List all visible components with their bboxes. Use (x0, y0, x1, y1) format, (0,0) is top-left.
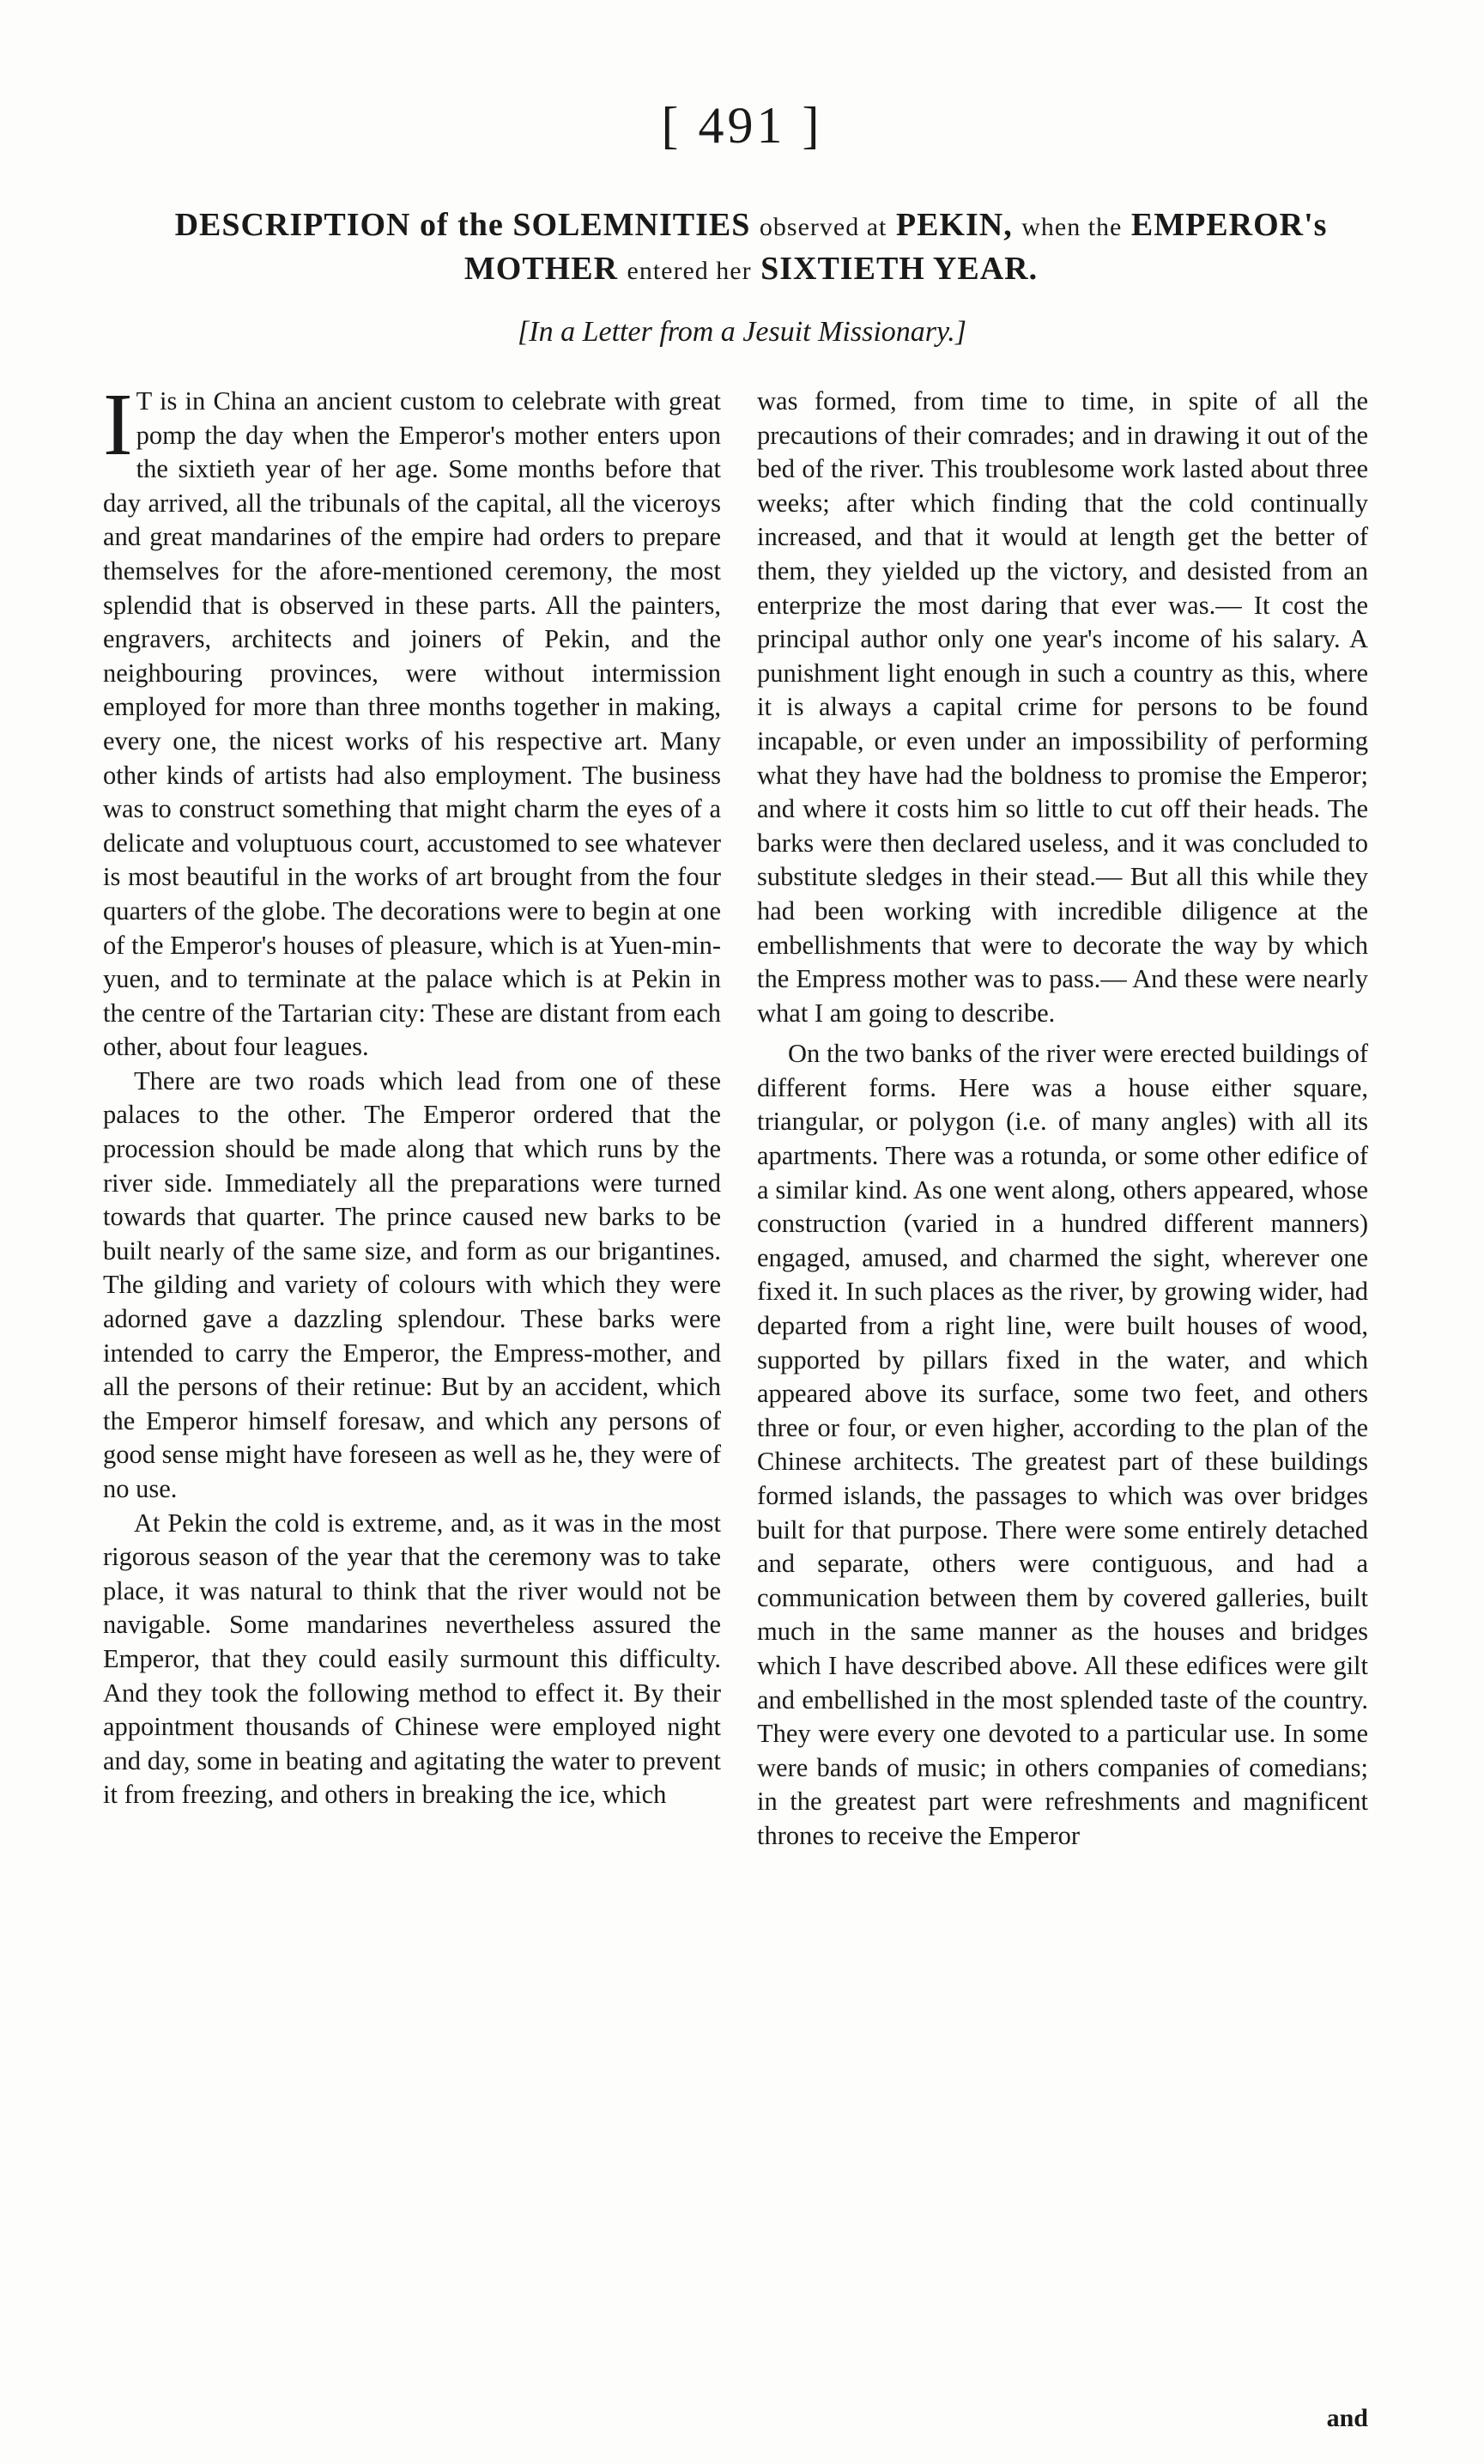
title-mid: observed at (759, 213, 887, 241)
catchword: and (1326, 2404, 1368, 2432)
paragraph (103, 375, 721, 1065)
paragraph: was formed, from time to time, in spite of all the precautions of their comrades; and in drawing it out of the bed of the river. This troublesome work lasted about three weeks; after which finding that the cold continually increased, and that it would at length get the better of them, they yielded up the victory, and desisted from an enterprize the most daring that ever was.— It cost the principal author only one year's income of his salary. A punishment light enough in such a country as this, where it is always a capital crime for persons to be found incapable, or even under an impossibility of performing what they have had the boldness to promise the Emperor; and where it costs him so little to cut off their heads. The barks were then declared useless, and it was concluded to substitute sledges in their stead.— But all this while they had been working with incredible diligence at the embellishments that were to decorate the way by which the Empress mother was to pass.— And these were nearly what I am going to describe. (757, 386, 1368, 1028)
title-mother: MOTHER (463, 251, 619, 287)
article-subtitle: [In a Letter from a Jesuit Missionary.] (518, 316, 966, 348)
article-title (94, 204, 1408, 292)
title-entered: entered her (627, 257, 752, 285)
title-when: when the (1021, 213, 1123, 241)
title-subject: SOLEMNITIES (512, 207, 751, 243)
drop-cap: I (103, 375, 133, 474)
title-year: SIXTIETH YEAR. (760, 251, 1039, 287)
title-emperor: EMPEROR's (1130, 207, 1328, 243)
paragraph: At Pekin the cold is extreme, and, as it was in the most rigorous season of the year that the ceremony was to take place, it was natural to think that the river would not be navigable. Some mandarines nevertheless assured the Emperor, that they could easily surmount this difficulty. And they took the following method to effect it. By their appointment thousands of Chinese were employed night and day, some in beating and agitating the water to prevent it from freezing, and others in breaking the ice, which (103, 1508, 721, 1810)
left-column (103, 375, 721, 1812)
paragraph: On the two banks of the river were erected buildings of different forms. Here was a house either square, triangular, or polygon (i.e. of many angles) with all its apartments. There was a rotunda, or some other edifice of a similar kind. As one went along, others appeared, whose construction (varied in a hundred different manners) engaged, amused, and charmed the sight, wherever one fixed it. In such places as the river, by growing wider, had departed from a right line, were built houses of wood, supported by pillars fixed in the water, and which appeared above its surface, some two feet, and others three or four, or even higher, according to the plan of the Chinese architects. The greatest part of these buildings formed islands, the passages to which was over bridges built for that purpose. There were some entirely detached and separate, others were contiguous, and had a communication between them by covered galleries, built much in the same manner as the houses and bridges which I have described above. All these edifices were gilt and embellished in the most splended taste of the country. They were every one devoted to a particular use. In some were bands of music; in others companies of comedians; in the greatest part were refreshments and magnificent thrones to receive the Emperor (757, 1039, 1368, 1850)
paragraph: There are two roads which lead from one of these palaces to the other. The Emperor ordered that the procession should be made along that which runs by the river side. Immediately all the preparations were turned towards that quarter. The prince caused new barks to be built nearly of the same size, and form as our brigantines. The gilding and variety of colours with which they were adorned gave a dazzling splendour. These barks were intended to carry the Emperor, the Empress-mother, and all the persons of their retinue: But by an accident, which the Emperor himself foresaw, and which any persons of good sense might have foreseen as well as he, they were of no use. (103, 1065, 721, 1503)
title-prefix: DESCRIPTION of the (174, 207, 504, 243)
right-column (757, 385, 1368, 1854)
title-place: PEKIN, (895, 207, 1013, 243)
paragraph-text: T is in China an ancient custom to celebrate with great pomp the day when the Emperor's mother enters upon the sixtieth year of her age. Some months before that day arrived, all the tribunals of the capital, all the viceroys and great mandarines of the empire had orders to prepare themselves for the afore-mentioned ceremony, the most splendid that is observed in these parts. All the painters, engravers, architects and joiners of Pekin, and the neighbouring provinces, were without intermission employed for more than three months together in making, every one, the nicest works of his respective art. Many other kinds of artists had also employment. The business was to construct something that might charm the eyes of a delicate and voluptuous court, accustomed to see whatever is most beautiful in the works of art brought from the four quarters of the globe. The decorations were to begin at one of the Emperor's houses of pleasure, which is at Yuen-min-yuen, and to terminate at the palace which is at Pekin in the centre of the Tartarian city: These are distant from each other, about four leagues. (103, 386, 721, 1062)
page-number: [ 491 ] (661, 97, 823, 154)
